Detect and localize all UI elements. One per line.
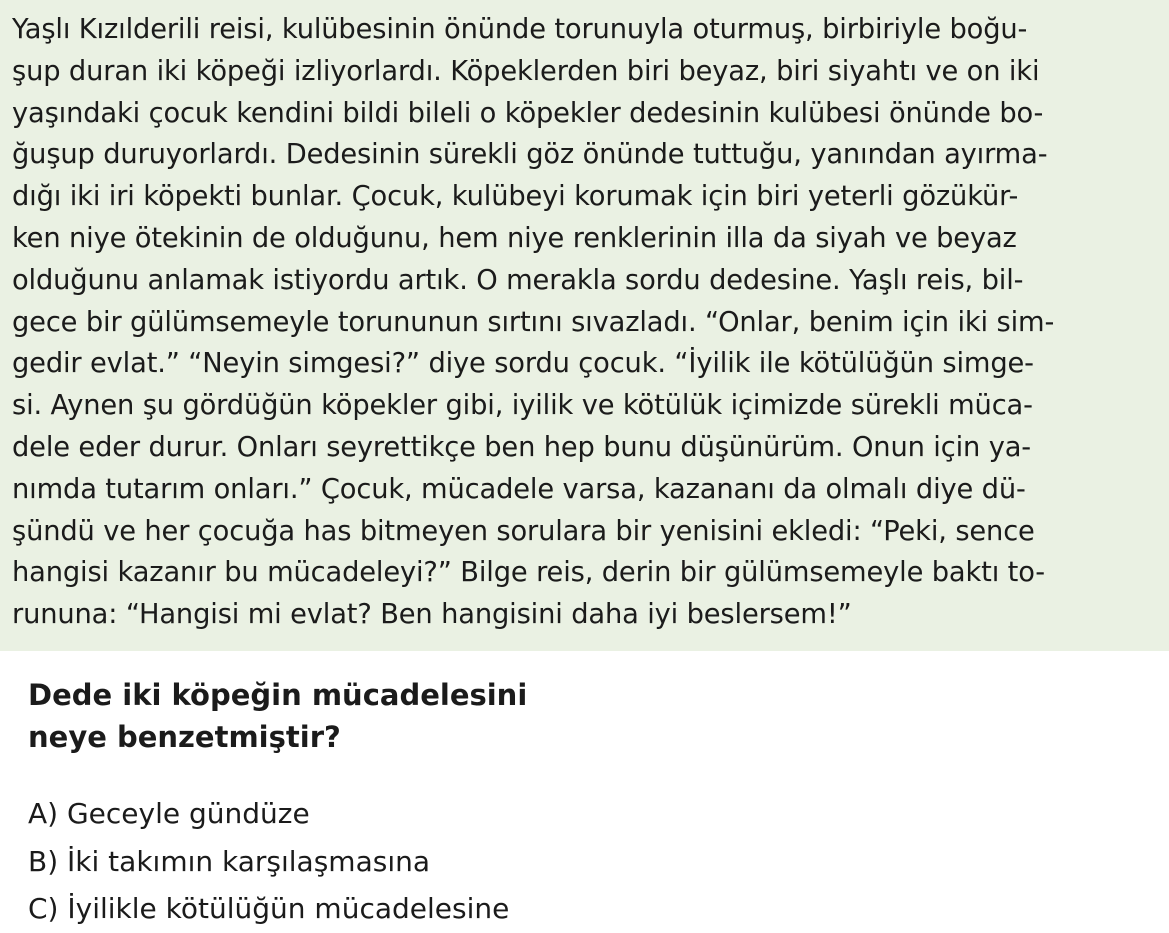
option-a[interactable]: A) Geceyle gündüze xyxy=(28,797,310,830)
passage-line: ken niye ötekinin de olduğunu, hem niye renklerinin illa da siyah ve beyaz xyxy=(12,222,1017,254)
question-prompt xyxy=(28,674,527,758)
question-line: neye benzetmiştir? xyxy=(28,720,341,754)
answer-options xyxy=(28,790,509,933)
passage-line: yaşındaki çocuk kendini bildi bileli o köpekler dedesinin kulübesi önünde bo- xyxy=(12,97,1044,129)
option-c[interactable]: C) İyilikle kötülüğün mücadelesine xyxy=(28,892,510,925)
passage-line: rununa: “Hangisi mi evlat? Ben hangisini daha iyi beslersem!” xyxy=(12,599,852,631)
passage-line: şup duran iki köpeği izliyorlardı. Köpeklerden biri beyaz, biri siyahtı ve on iki xyxy=(12,55,1040,87)
passage-line: dele eder durur. Onları seyrettikçe ben hep bunu düşünürüm. Onun için ya- xyxy=(12,431,1031,463)
passage-line: şündü ve her çocuğa has bitmeyen sorulara bir yenisini ekledi: “Peki, sence xyxy=(12,515,1035,547)
passage-line: Yaşlı Kızılderili reisi, kulübesinin önünde torunuyla oturmuş, birbiriyle boğu- xyxy=(12,14,1028,45)
option-b[interactable]: B) İki takımın karşılaşmasına xyxy=(28,844,431,878)
passage-line: si. Aynen şu gördüğün köpekler gibi, iyilik ve kötülük içimizde sürekli müca- xyxy=(12,390,1033,422)
passage-line: dığı iki iri köpekti bunlar. Çocuk, kulübeyi korumak için biri yeterli gözükür- xyxy=(12,181,1019,213)
passage-line: gedir evlat.” “Neyin simgesi?” diye sordu çocuk. “İyilik ile kötülüğün simge- xyxy=(12,348,1034,380)
passage-line: hangisi kazanır bu mücadeleyi?” Bilge reis, derin bir gülümsemeyle baktı to- xyxy=(12,557,1045,589)
question-line: Dede iki köpeğin mücadelesini xyxy=(28,678,528,712)
passage-line: gece bir gülümsemeyle torununun sırtını sıvazladı. “Onlar, benim için iki sim- xyxy=(12,306,1055,338)
passage-line: olduğunu anlamak istiyordu artık. O merakla sordu dedesine. Yaşlı reis, bil- xyxy=(12,264,1024,296)
passage-line: nımda tutarım onları.” Çocuk, mücadele varsa, kazananı da olmalı diye dü- xyxy=(12,473,1026,505)
passage-line: ğuşup duruyorlardı. Dedesinin sürekli göz önünde tuttuğu, yanından ayırma- xyxy=(12,139,1048,171)
